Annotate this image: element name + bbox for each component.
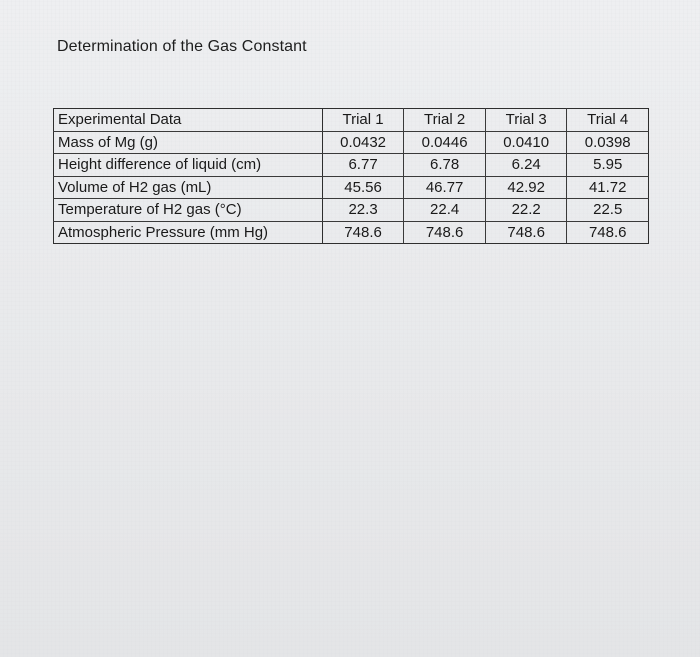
header-trial-3: Trial 3 — [485, 109, 567, 132]
table-cell: 22.4 — [404, 199, 486, 222]
header-trial-2: Trial 2 — [404, 109, 486, 132]
table-cell: 748.6 — [567, 221, 649, 244]
row-label-volume-h2: Volume of H2 gas (mL) — [54, 176, 323, 199]
header-trial-4: Trial 4 — [567, 109, 649, 132]
table-row — [54, 176, 649, 199]
table-cell: 6.78 — [404, 154, 486, 177]
table-cell: 748.6 — [404, 221, 486, 244]
experimental-data-table — [53, 108, 649, 244]
table-cell: 22.3 — [322, 199, 404, 222]
page-title: Determination of the Gas Constant — [57, 38, 307, 55]
row-label-height-difference: Height difference of liquid (cm) — [54, 154, 323, 177]
table-row — [54, 154, 649, 177]
table-cell: 6.24 — [485, 154, 567, 177]
table-cell: 5.95 — [567, 154, 649, 177]
table-row — [54, 199, 649, 222]
table-row — [54, 221, 649, 244]
table-cell: 22.5 — [567, 199, 649, 222]
table-cell: 0.0432 — [322, 131, 404, 154]
table-cell: 0.0410 — [485, 131, 567, 154]
row-label-atmospheric-pressure: Atmospheric Pressure (mm Hg) — [54, 221, 323, 244]
table-cell: 42.92 — [485, 176, 567, 199]
table-cell: 45.56 — [322, 176, 404, 199]
table-cell: 748.6 — [322, 221, 404, 244]
header-trial-1: Trial 1 — [322, 109, 404, 132]
table-cell: 22.2 — [485, 199, 567, 222]
table-cell: 41.72 — [567, 176, 649, 199]
table-row — [54, 131, 649, 154]
header-label-cell: Experimental Data — [54, 109, 323, 132]
table-header-row — [54, 109, 649, 132]
table-cell: 0.0446 — [404, 131, 486, 154]
table-cell: 748.6 — [485, 221, 567, 244]
table-cell: 6.77 — [322, 154, 404, 177]
row-label-mass-mg: Mass of Mg (g) — [54, 131, 323, 154]
table-cell: 46.77 — [404, 176, 486, 199]
row-label-temperature-h2: Temperature of H2 gas (°C) — [54, 199, 323, 222]
table-cell: 0.0398 — [567, 131, 649, 154]
